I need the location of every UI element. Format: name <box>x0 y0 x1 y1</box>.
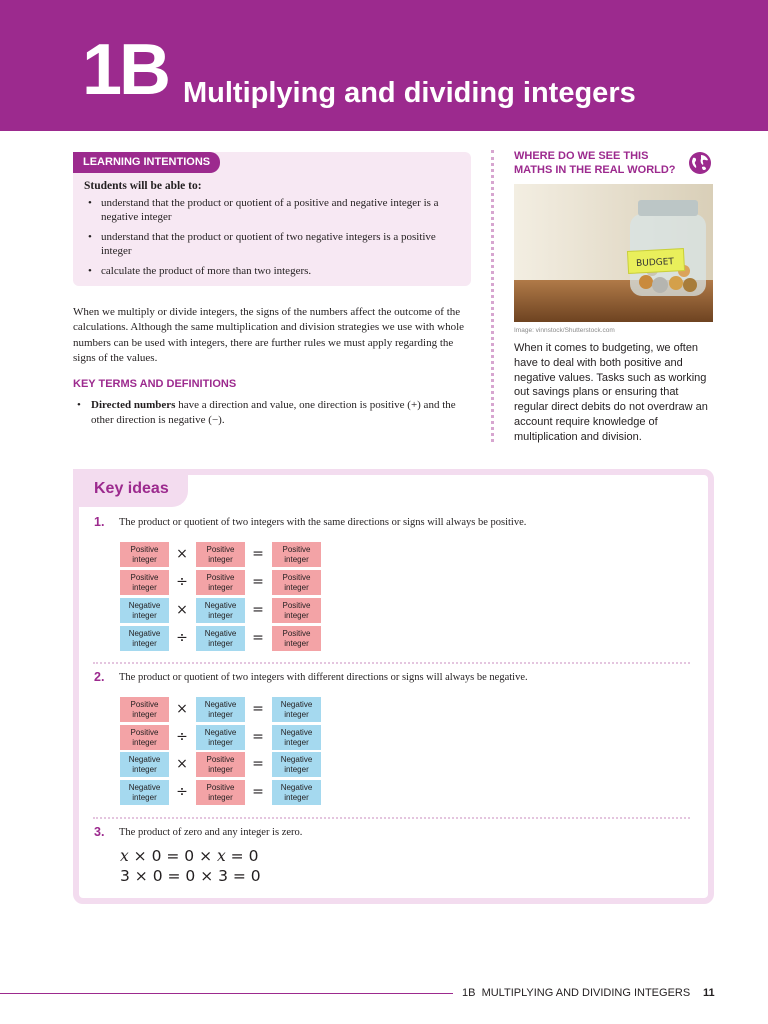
image-credit: Image: vinnstock/Shutterstock.com <box>514 327 615 334</box>
learning-intentions-intro: Students will be able to: <box>84 180 202 192</box>
variable: x <box>120 847 129 865</box>
footer-section-label: 1B MULTIPLYING AND DIVIDING INTEGERS <box>462 987 691 999</box>
zero-equation: 3 × 0 = 0 × 3 = 0 <box>120 867 261 885</box>
equals-sign: = <box>252 756 264 772</box>
operator: × <box>176 546 188 562</box>
real-world-paragraph: When it comes to budgeting, we often have to deal with both positive and negative values. Tasks such as working out savings plans or ensuring that regular direct debits do not overdraw an account require knowledge of multiplication and division. <box>514 342 708 443</box>
idea-number: 1. <box>94 515 105 529</box>
idea-number: 3. <box>94 825 105 839</box>
equals-sign: = <box>252 602 264 618</box>
learning-intention-item: • calculate the product of more than two integers. <box>84 264 464 278</box>
equation-part: × 0 = 0 × <box>128 847 217 865</box>
sign-cell: Negative integer <box>196 598 245 623</box>
result-cell: Negative integer <box>272 752 321 777</box>
sign-rule-row <box>120 725 330 750</box>
footer-rule <box>0 993 453 994</box>
section-title: Multiplying and dividing integers <box>183 77 636 109</box>
sign-cell: Positive integer <box>196 780 245 805</box>
sign-cell: Negative integer <box>120 780 169 805</box>
jar-label: BUDGET <box>635 257 675 270</box>
column-divider <box>491 150 494 442</box>
equals-sign: = <box>252 701 264 717</box>
savings-jar-photo <box>514 184 713 322</box>
sign-cell: Positive integer <box>120 542 169 567</box>
zero-equation <box>120 847 258 865</box>
learning-intentions-tab: LEARNING INTENTIONS <box>73 152 220 173</box>
learning-intention-item: • understand that the product or quotient of two negative integers is a positive integer <box>84 230 464 258</box>
sign-rule-row <box>120 542 330 567</box>
key-term-item <box>74 398 474 428</box>
sign-rule-row <box>120 697 330 722</box>
globe-icon <box>688 151 712 175</box>
section-divider <box>93 817 690 819</box>
result-cell: Negative integer <box>272 697 321 722</box>
sign-rule-row <box>120 598 330 623</box>
intro-paragraph: When we multiply or divide integers, the signs of the numbers affect the outcome of the calculations. Although the same multiplication and division strategies we use with whole numbers can be used with integers, there are further rules we must apply regarding the signs of the values. <box>73 306 465 364</box>
section-divider <box>93 662 690 664</box>
operator: × <box>176 602 188 618</box>
sign-cell: Negative integer <box>196 697 245 722</box>
key-terms-heading: KEY TERMS AND DEFINITIONS <box>73 378 237 390</box>
equals-sign: = <box>252 574 264 590</box>
operator: × <box>176 756 188 772</box>
sign-cell: Negative integer <box>120 752 169 777</box>
equals-sign: = <box>252 729 264 745</box>
sign-rule-row <box>120 752 330 777</box>
sign-cell: Negative integer <box>196 626 245 651</box>
idea-statement: The product or quotient of two integers with the same directions or signs will always be positive. <box>119 517 527 528</box>
equals-sign: = <box>252 630 264 646</box>
equals-sign: = <box>252 784 264 800</box>
operator: ÷ <box>176 729 188 745</box>
result-cell: Negative integer <box>272 725 321 750</box>
result-cell: Negative integer <box>272 780 321 805</box>
variable: x <box>217 847 226 865</box>
sign-cell: Negative integer <box>196 725 245 750</box>
section-code: 1B <box>82 30 169 110</box>
operator: ÷ <box>176 574 188 590</box>
learning-intentions-list <box>84 196 464 284</box>
result-cell: Positive integer <box>272 570 321 595</box>
sign-cell: Positive integer <box>120 697 169 722</box>
real-world-heading: WHERE DO WE SEE THIS MATHS IN THE REAL WORLD? <box>514 150 676 176</box>
idea-statement: The product or quotient of two integers with different directions or signs will always be negative. <box>119 672 528 683</box>
key-term-definition: have a direction and value, one direction is positive (+) and the other direction is negative (−). <box>91 399 456 426</box>
sign-rule-row <box>120 780 330 805</box>
sign-cell: Positive integer <box>120 725 169 750</box>
sign-rule-row <box>120 570 330 595</box>
learning-intention-item: • understand that the product or quotient of a positive and negative integer is a negative integer <box>84 196 464 224</box>
sign-cell: Negative integer <box>120 626 169 651</box>
idea-number: 2. <box>94 670 105 684</box>
chapter-header <box>0 0 768 131</box>
operator: ÷ <box>176 784 188 800</box>
idea-statement: The product of zero and any integer is zero. <box>119 827 303 838</box>
sign-cell: Positive integer <box>120 570 169 595</box>
operator: × <box>176 701 188 717</box>
sign-rule-row <box>120 626 330 651</box>
result-cell: Positive integer <box>272 626 321 651</box>
key-ideas-box <box>73 469 714 904</box>
sign-cell: Positive integer <box>196 752 245 777</box>
equation-part: = 0 <box>225 847 259 865</box>
sign-cell: Negative integer <box>120 598 169 623</box>
sign-cell: Positive integer <box>196 570 245 595</box>
result-cell: Positive integer <box>272 542 321 567</box>
key-ideas-title: Key ideas <box>94 480 169 497</box>
equals-sign: = <box>252 546 264 562</box>
sign-cell: Positive integer <box>196 542 245 567</box>
operator: ÷ <box>176 630 188 646</box>
page-number: 11 <box>703 987 715 999</box>
result-cell: Positive integer <box>272 598 321 623</box>
key-term: Directed numbers <box>91 399 176 411</box>
